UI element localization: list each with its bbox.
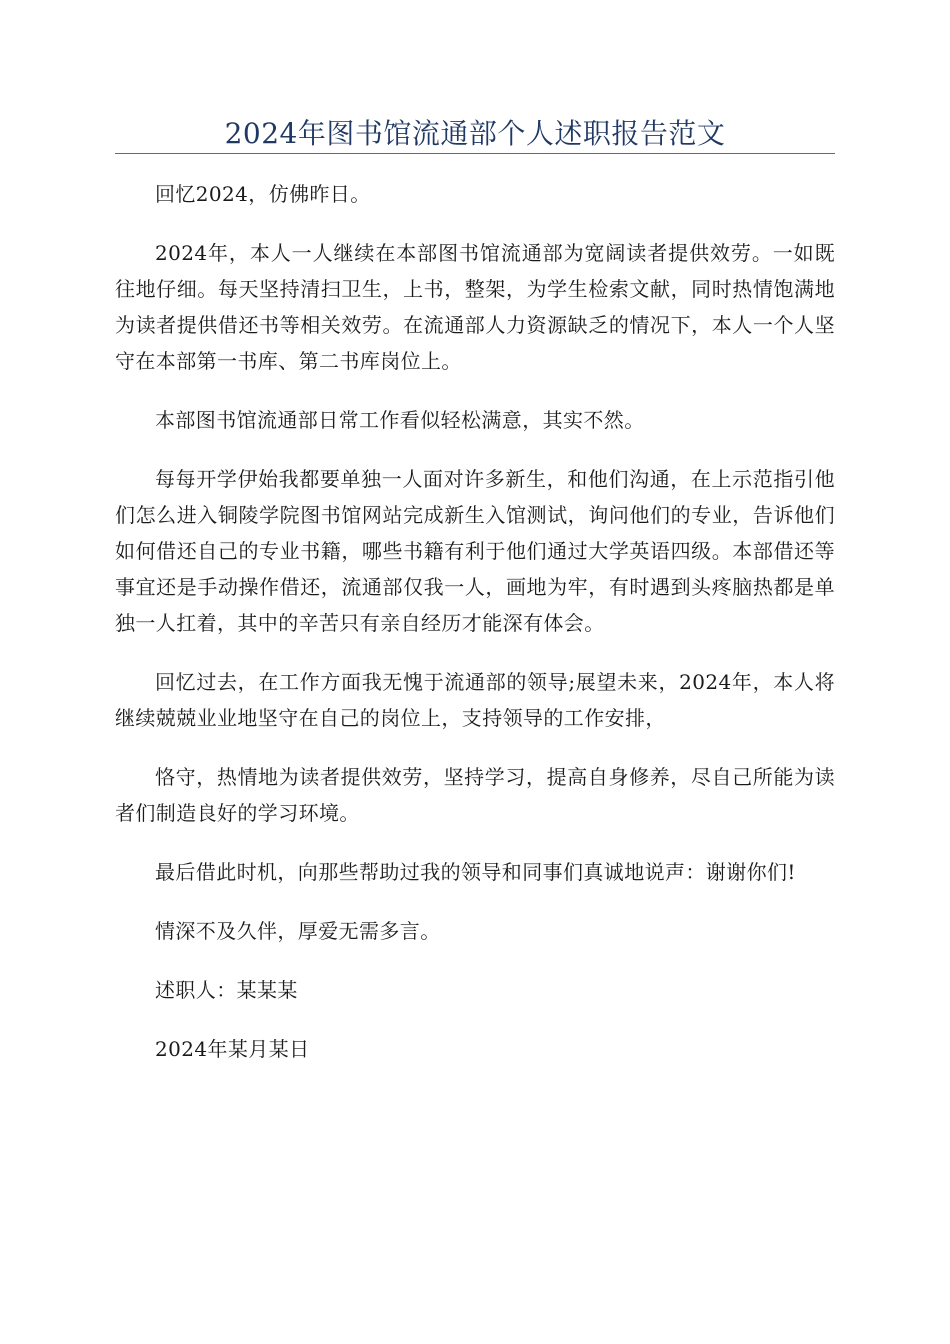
paragraph-daily-work: 本部图书馆流通部日常工作看似轻松满意，其实不然。 [155,408,645,432]
document-title: 2024年图书馆流通部个人述职报告范文 [224,117,726,150]
paragraph-thanks: 最后借此时机，向那些帮助过我的领导和同事们真诚地说声：谢谢你们! [155,860,796,884]
signature-line: 述职人：某某某 [155,978,298,1002]
paragraph-outlook: 回忆过去，在工作方面我无愧于流通部的领导;展望未来，2024年，本人将继续兢兢业业地坚守在自己的岗位上，支持领导的工作安排， [115,670,835,730]
document-body [115,176,835,1090]
paragraph-opening: 回忆2024，仿佛昨日。 [155,182,371,206]
paragraph-closing: 情深不及久伴，厚爱无需多言。 [155,919,441,943]
paragraph-work-summary: 2024年，本人一人继续在本部图书馆流通部为宽阔读者提供效劳。一如既往地仔细。每天坚持清扫卫生，上书，整架，为学生检索文献，同时热情饱满地为读者提供借还书等相关效劳。在流通部人力资源缺乏的情况下，本人一个人坚守在本部第一书库、第二书库岗位上。 [115,241,835,373]
paragraph-new-students: 每每开学伊始我都要单独一人面对许多新生，和他们沟通，在上示范指引他们怎么进入铜陵学院图书馆网站完成新生入馆测试，询问他们的专业，告诉他们如何借还自己的专业书籍，哪些书籍有利于他们通过大学英语四级。本部借还等事宜还是手动操作借还，流通部仅我一人，画地为牢，有时遇到头疼脑热都是单独一人扛着，其中的辛苦只有亲自经历才能深有体会。 [115,467,835,635]
date-line: 2024年某月某日 [155,1037,310,1061]
title-underline [115,153,835,154]
paragraph-commitment: 恪守，热情地为读者提供效劳，坚持学习，提高自身修养，尽自己所能为读者们制造良好的学习环境。 [115,765,835,825]
